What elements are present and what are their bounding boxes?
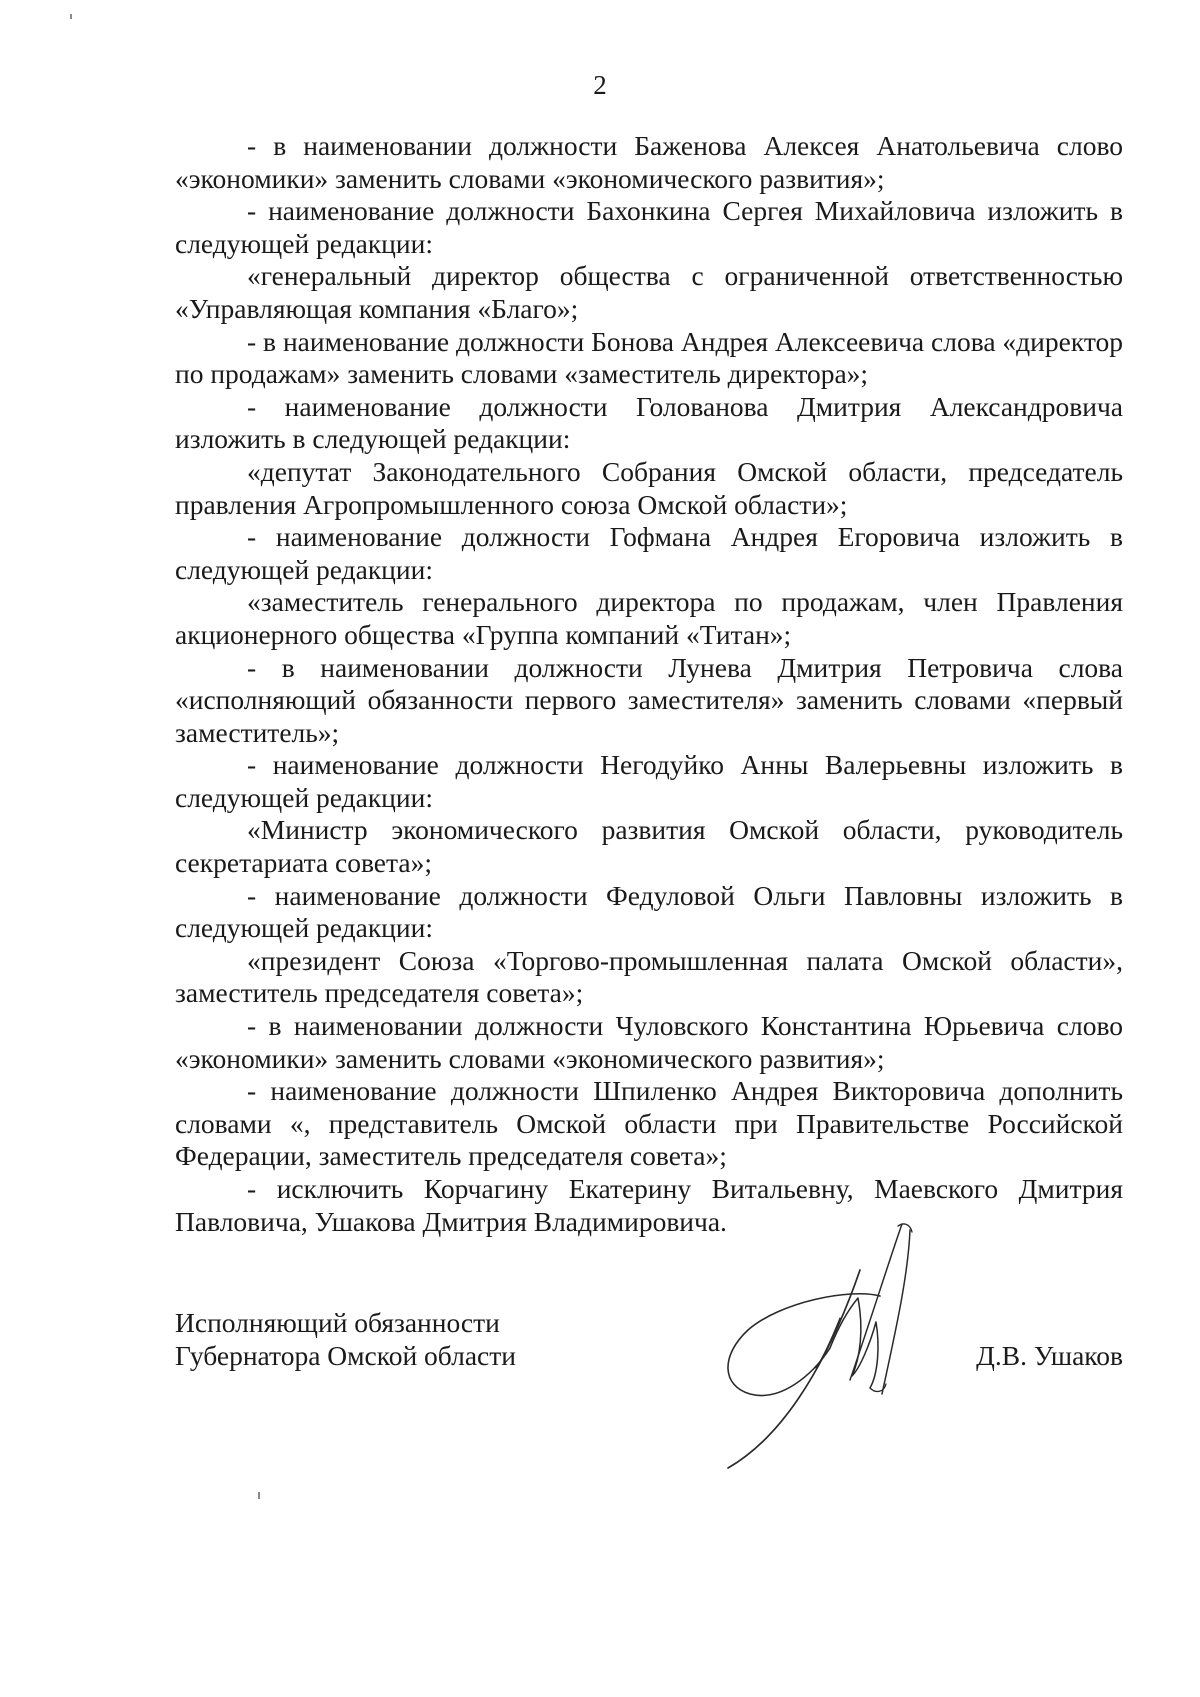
paragraph-lunev: - в наименовании должности Лунева Дмитрия Петровича слова «исполняющий обязанности первого заместителя» заменить словами «первый заместитель»;: [175, 651, 1123, 748]
scan-speck: [258, 1492, 260, 1499]
paragraph-bonov: - в наименование должности Бонова Андрея Алексеевича слова «директор по продажам» заменить словами «заместитель директора»;: [175, 325, 1123, 390]
paragraph-negoduyko: - наименование должности Негодуйко Анны Валерьевны изложить в следующей редакции:: [175, 749, 1123, 813]
signatory-name: Д.В. Ушаков: [976, 1340, 1123, 1371]
paragraph-exclusions: - исключить Корчагину Екатерину Витальевну, Маевского Дмитрия Павловича, Ушакова Дмитрия Владимировича.: [175, 1173, 1123, 1237]
paragraph-fedulova-title: «президент Союза «Торгово-промышленная палата Омской области», заместитель председателя совета»;: [175, 944, 1123, 1009]
paragraph-gofman-title: «заместитель генерального директора по продажам, член Правления акционерного общества «Группа компаний «Титан»;: [175, 586, 1123, 650]
page-number: 2: [593, 70, 607, 100]
paragraph-golovanov-title: «депутат Законодательного Собрания Омской области, председатель правления Агропромышленного союза Омской области»;: [175, 455, 1123, 520]
document-body: [175, 130, 1123, 1238]
paragraph-bakhonkin: - наименование должности Бахонкина Сергея Михайловича изложить в следующей редакции:: [175, 195, 1123, 259]
handwritten-signature: [720, 1218, 970, 1488]
signatory-title-line-2: Губернатора Омской области: [175, 1340, 516, 1371]
paragraph-bakhonkin-title: «генеральный директор общества с ограниченной ответственностью «Управляющая компания «Благо»;: [175, 260, 1123, 324]
paragraph-shpilenko: - наименование должности Шпиленко Андрея Викторовича дополнить словами «, представитель Омской области при Правительстве Российской Федерации, заместитель председателя совета»;: [175, 1075, 1123, 1172]
paragraph-chulovsky: - в наименовании должности Чуловского Константина Юрьевича слово «экономики» заменить словами «экономического развития»;: [175, 1010, 1123, 1074]
signature-block: [175, 1306, 1123, 1372]
paragraph-negoduyko-title: «Министр экономического развития Омской области, руководитель секретариата совета»;: [175, 814, 1123, 879]
scan-speck: [70, 14, 72, 19]
signatory-title-line-1: Исполняющий обязанности: [175, 1307, 500, 1338]
paragraph-gofman: - наименование должности Гофмана Андрея Егоровича изложить в следующей редакции:: [175, 521, 1123, 585]
paragraph-fedulova: - наименование должности Федуловой Ольги Павловны изложить в следующей редакции:: [175, 879, 1123, 944]
paragraph-golovanov: - наименование должности Голованова Дмитрия Александровича изложить в следующей редакции:: [175, 390, 1123, 455]
paragraph-bazhenov: - в наименовании должности Баженова Алексея Анатольевича слово «экономики» заменить словами «экономического развития»;: [175, 130, 1123, 194]
